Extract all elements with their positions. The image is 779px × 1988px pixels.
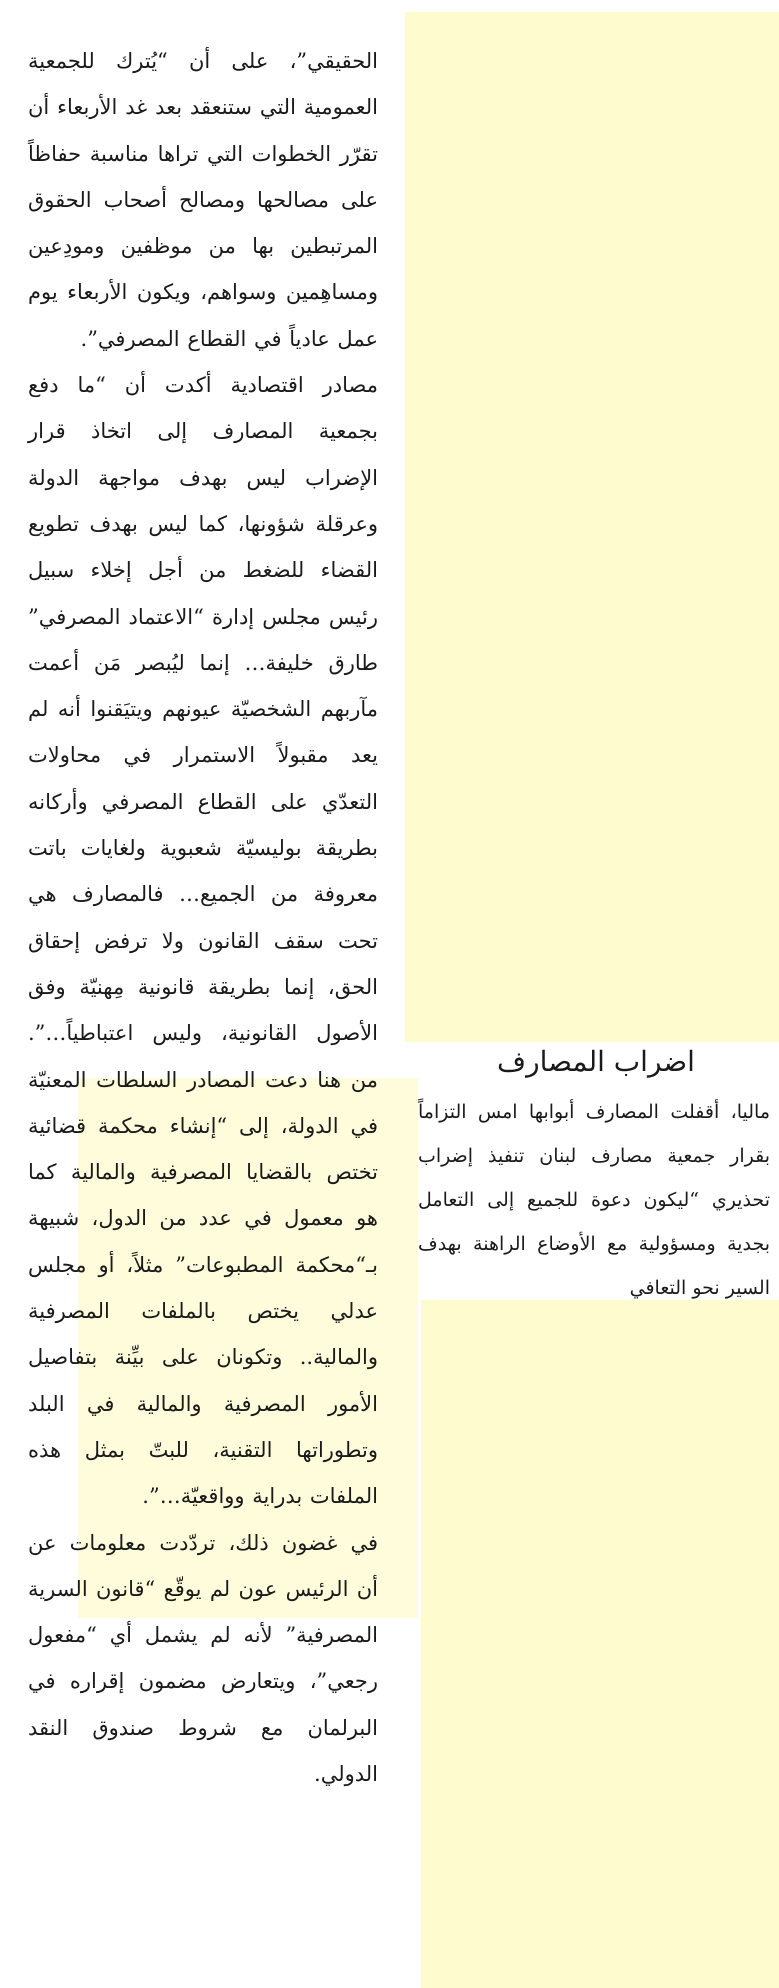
article-column <box>28 38 378 1797</box>
sidebar-body: ماليا، أقفلت المصارف أبوابها امس التزاماً بقرار جمعية مصارف لبنان تنفيذ إضراب تحذيري “ليكون دعوة للجميع إلى التعامل بجدية ومسؤولية مع الأوضاع الراهنة بهدف السير نحو التعافي <box>418 1101 770 1299</box>
highlight-panel-bottom <box>421 1300 779 1988</box>
article-paragraph: الحقيقي”، على أن “يُترك للجمعية العمومية التي ستنعقد بعد غد الأربعاء أن تقرّر الخطوات التي تراها مناسبة حفاظاً على مصالحها ومصالح أصحاب الحقوق المرتبطين بها من موظفين ومودِعين ومساهِمين وسواهم، ويكون الأربعاء يوم عمل عادياً في القطاع المصرفي”. <box>28 49 378 351</box>
highlight-panel-top <box>405 12 779 1042</box>
article-paragraph: مصادر اقتصادية أكدت أن “ما دفع بجمعية المصارف إلى اتخاذ قرار الإضراب ليس بهدف مواجهة الدولة وعرقلة شؤونها، كما ليس بهدف تطويع القضاء للضغط من أجل إخلاء سبيل رئيس مجلس إدارة “الاعتماد المصرفي” طارق خليفة… إنما ليُبصر مَن أعمت مآربهم الشخصيّة عيونهم ويتيَقنوا أنه لم يعد مقبولاً الاستمرار في محاولات التعدّي على القطاع المصرفي وأركانه بطريقة بوليسيّة شعبوية ولغايات باتت معروفة من الجميع… فالمصارف هي تحت سقف القانون ولا ترفض إحقاق الحق، إنما بطريقة قانونية مِهنيّة وفق الأصول القانونية، وليس اعتباطياً…”. من هنا دعت المصادر السلطات المعنيّة في الدولة، إلى “إنشاء محكمة قضائية تختص بالقضايا المصرفية والمالية كما هو معمول في عدد من الدول، شبيهة بـ“محكمة المطبوعات” مثلاً، أو مجلس عدلي يختص بالملفات المصرفية والمالية.. وتكونان على بيِّنة بتفاصيل الأمور المصرفية والمالية في البلد وتطوراتها التقنية، للبتّ بمثل هذه الملفات بدراية وواقعيّة…”. <box>28 373 378 1509</box>
sidebar-headline: اضراب المصارف <box>497 1045 695 1078</box>
article-paragraph: في غضون ذلك، تردّدت معلومات عن أن الرئيس عون لم يوقّع “قانون السرية المصرفية” لأنه لم يشمل أي “مفعول رجعي”، ويتعارض مضمون إقراره في البرلمان مع شروط صندوق النقد الدولي. <box>28 1530 378 1786</box>
